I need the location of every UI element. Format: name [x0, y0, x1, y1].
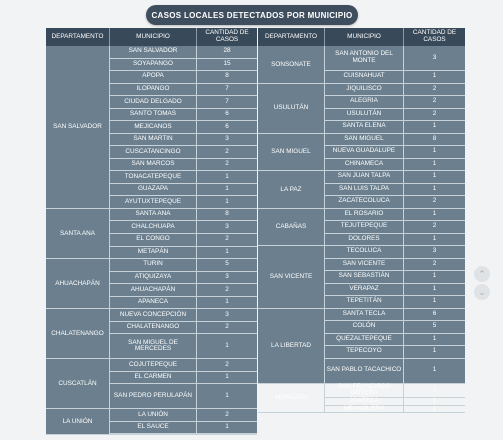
- municipio-cell: CUISNAHUAT: [325, 71, 404, 84]
- cases-count-cell: 1: [404, 406, 465, 414]
- department-cell: SAN VICENTE: [258, 246, 325, 309]
- cases-count-cell: 1: [404, 234, 465, 247]
- municipio-cell: NUEVA GUADALUPE: [325, 146, 404, 159]
- department-cell: SONSONATE: [258, 46, 325, 84]
- municipio-cell: SOYAPANGO: [110, 59, 197, 72]
- municipio-cell: TEJUTEPEQUE: [325, 221, 404, 234]
- municipio-cell: DOLORES: [325, 234, 404, 247]
- cases-count-cell: 8: [404, 134, 465, 147]
- department-cell: SANTA ANA: [46, 209, 110, 259]
- department-cell: LA UNIÓN: [46, 409, 110, 435]
- cases-count-cell: 6: [404, 309, 465, 322]
- cases-count-cell: 2: [197, 159, 257, 172]
- municipio-cell: COLÓN: [325, 321, 404, 334]
- municipio-cell: [110, 434, 197, 435]
- cases-count-cell: 3: [404, 246, 465, 259]
- cases-count-cell: 1: [197, 422, 257, 435]
- department-cell: CUSCATLÁN: [46, 359, 110, 409]
- municipio-cell: CUSCATANCINGO: [110, 146, 197, 159]
- cases-count-cell: 3: [197, 221, 257, 234]
- municipio-cell: ILOPANGO: [110, 84, 197, 97]
- cases-count-cell: 2: [197, 146, 257, 159]
- cases-count-cell: 1: [404, 346, 465, 359]
- cases-count-cell: 1: [197, 247, 257, 260]
- cases-count-cell: 3: [197, 309, 257, 322]
- department-cell: LA LIBERTAD: [258, 309, 325, 384]
- municipio-cell: SAN JUAN TALPA: [325, 171, 404, 184]
- municipio-cell: SANTO TOMAS: [110, 109, 197, 122]
- municipio-cell: SAN MARTIN: [110, 134, 197, 147]
- municipio-cell: JIQUILISCO: [325, 84, 404, 97]
- cases-count-cell: 8: [197, 71, 257, 84]
- scroll-up-button[interactable]: [474, 266, 490, 282]
- municipio-cell: JOATECA: [325, 398, 404, 406]
- cases-count-cell: 1: [197, 372, 257, 385]
- cases-count-cell: 6: [197, 121, 257, 134]
- header-municipio: MUNICIPIO: [110, 28, 197, 46]
- municipio-cell: EL ROSARIO: [325, 209, 404, 222]
- cases-count-cell: 1: [197, 297, 257, 310]
- cases-count-cell: 1: [404, 271, 465, 284]
- municipio-cell: SANTA TECLA: [325, 309, 404, 322]
- municipio-cell: TONACATEPEQUE: [110, 171, 197, 184]
- municipio-cell: METAPÁN: [110, 247, 197, 260]
- municipio-cell: CHINAMECA: [325, 159, 404, 172]
- cases-count-cell: 1: [197, 171, 257, 184]
- chevron-up-icon: ⌃: [478, 268, 486, 279]
- cases-count-cell: 1: [404, 209, 465, 222]
- municipio-cell: APOPA: [110, 71, 197, 84]
- department-cell: SAN SALVADOR: [46, 46, 110, 209]
- cases-count-cell: 1: [197, 184, 257, 197]
- cases-count-cell: 1: [404, 121, 465, 134]
- department-cell: MORAZÁN: [258, 384, 325, 414]
- cases-count-cell: 2: [197, 409, 257, 422]
- municipio-cell: CIUDAD DELGADO: [110, 96, 197, 109]
- chevron-down-icon: ⌄: [478, 286, 486, 297]
- cases-count-cell: 7: [197, 96, 257, 109]
- municipio-cell: MEANGUERA: [325, 406, 404, 414]
- cases-table-right: [258, 28, 465, 412]
- cases-count-cell: 1: [404, 146, 465, 159]
- municipio-cell: SAN SEBASTIÁN: [325, 271, 404, 284]
- cases-count-cell: 1: [404, 359, 465, 384]
- department-cell: CHALATENANGO: [46, 309, 110, 359]
- municipio-cell: TEPETITÁN: [325, 296, 404, 309]
- municipio-cell: SAN SALVADOR: [110, 46, 197, 59]
- header-departamento: DEPARTAMENTO: [258, 28, 325, 46]
- municipio-cell: SAN PEDRO PERULAPÁN: [110, 384, 197, 409]
- municipio-cell: TECOLUCA: [325, 246, 404, 259]
- cases-count-cell: 7: [197, 84, 257, 97]
- municipio-cell: EL CONGO: [110, 234, 197, 247]
- header-municipio: MUNICIPIO: [325, 28, 404, 46]
- municipio-cell: MEJICANOS: [110, 121, 197, 134]
- municipio-cell: ZACATECOLUCA: [325, 196, 404, 209]
- cases-count-cell: 1: [404, 71, 465, 84]
- cases-count-cell: 1: [404, 296, 465, 309]
- municipio-cell: ALEGRIA: [325, 96, 404, 109]
- cases-count-cell: 2: [404, 196, 465, 209]
- cases-count-cell: 1: [197, 196, 257, 209]
- cases-table-left: [46, 28, 257, 435]
- cases-count-cell: 2: [197, 284, 257, 297]
- municipio-cell: SAN MIGUEL DE MERCEDES: [110, 334, 197, 359]
- cases-count-cell: 3: [404, 46, 465, 71]
- department-cell: SAN MIGUEL: [258, 134, 325, 172]
- department-cell: USULUTÁN: [258, 84, 325, 134]
- cases-count-cell: [197, 434, 257, 435]
- municipio-cell: LA UNIÓN: [110, 409, 197, 422]
- cases-count-cell: 6: [197, 109, 257, 122]
- municipio-cell: SANTA ANA: [110, 209, 197, 222]
- scroll-down-button[interactable]: [474, 284, 490, 300]
- cases-count-cell: 1: [404, 284, 465, 297]
- cases-count-cell: 2: [404, 221, 465, 234]
- cases-count-cell: 8: [197, 209, 257, 222]
- cases-count-cell: 1: [404, 398, 465, 406]
- cases-count-cell: 2: [197, 322, 257, 335]
- municipio-cell: TEPECOYO: [325, 346, 404, 359]
- municipio-cell: SANTA ELENA: [325, 121, 404, 134]
- municipio-cell: SAN VICENTE: [325, 259, 404, 272]
- municipio-cell: SAN MIGUEL: [325, 134, 404, 147]
- cases-count-cell: 1: [404, 159, 465, 172]
- municipio-cell: SAN LUIS TALPA: [325, 184, 404, 197]
- municipio-cell: AYUTUXTEPEQUE: [110, 196, 197, 209]
- municipio-cell: CHALCHUAPA: [110, 221, 197, 234]
- municipio-cell: EL SAUCE: [110, 422, 197, 435]
- municipio-cell: AHUACHAPÁN: [110, 284, 197, 297]
- header-cantidad: CANTIDAD DE CASOS: [404, 28, 465, 46]
- municipio-cell: CHALATENANGO: [110, 322, 197, 335]
- municipio-cell: SAN FRANCISCO GOTERA: [325, 384, 404, 398]
- cases-count-cell: 2: [404, 84, 465, 97]
- department-cell: CABAÑAS: [258, 209, 325, 247]
- cases-count-cell: 3: [197, 272, 257, 285]
- cases-count-cell: 28: [197, 46, 257, 59]
- page-title: CASOS LOCALES DETECTADOS POR MUNICIPIO: [146, 5, 358, 25]
- municipio-cell: EL CARMEN: [110, 372, 197, 385]
- cases-count-cell: 2: [197, 359, 257, 372]
- cases-count-cell: 1: [404, 384, 465, 398]
- cases-count-cell: 1: [197, 334, 257, 359]
- municipio-cell: COJUTEPEQUE: [110, 359, 197, 372]
- cases-count-cell: 2: [404, 96, 465, 109]
- department-cell: LA PAZ: [258, 171, 325, 209]
- municipio-cell: SAN MARCOS: [110, 159, 197, 172]
- municipio-cell: USULUTÁN: [325, 109, 404, 122]
- cases-count-cell: 1: [404, 171, 465, 184]
- cases-count-cell: 2: [404, 109, 465, 122]
- municipio-cell: VERAPAZ: [325, 284, 404, 297]
- municipio-cell: QUEZALTEPEQUE: [325, 334, 404, 347]
- department-cell: AHUACHAPÁN: [46, 259, 110, 309]
- cases-count-cell: 2: [404, 259, 465, 272]
- cases-count-cell: 3: [197, 134, 257, 147]
- cases-count-cell: 5: [404, 321, 465, 334]
- municipio-cell: NUEVA CONCEPCIÓN: [110, 309, 197, 322]
- municipio-cell: TURIN: [110, 259, 197, 272]
- cases-count-cell: 1: [197, 384, 257, 409]
- municipio-cell: APANECA: [110, 297, 197, 310]
- municipio-cell: SAN ANTONIO DEL MONTE: [325, 46, 404, 71]
- cases-count-cell: 15: [197, 59, 257, 72]
- cases-count-cell: 2: [197, 234, 257, 247]
- cases-count-cell: 1: [404, 334, 465, 347]
- cases-count-cell: 1: [404, 184, 465, 197]
- cases-count-cell: 5: [197, 259, 257, 272]
- municipio-cell: SAN PABLO TACACHICO: [325, 359, 404, 384]
- header-departamento: DEPARTAMENTO: [46, 28, 110, 46]
- municipio-cell: GUAZAPA: [110, 184, 197, 197]
- header-cantidad: CANTIDAD DE CASOS: [197, 28, 257, 46]
- municipio-cell: ATIQUIZAYA: [110, 272, 197, 285]
